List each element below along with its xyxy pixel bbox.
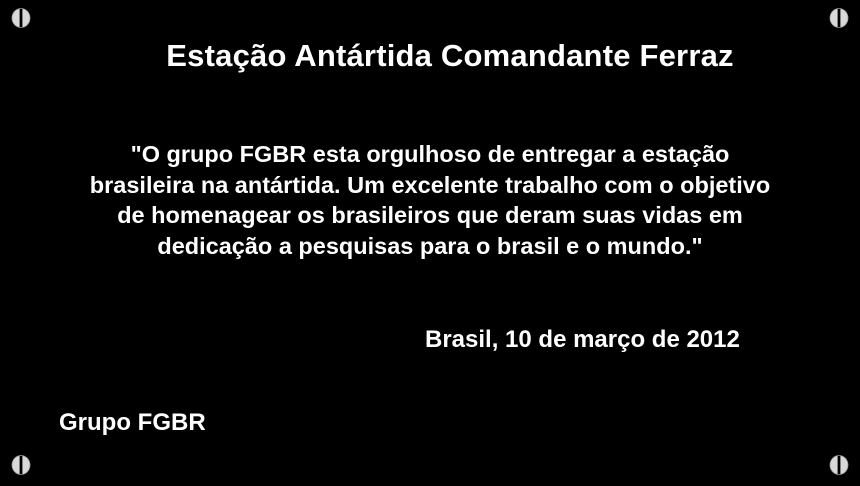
screw-icon [11, 8, 31, 28]
date-line: Brasil, 10 de março de 2012 [425, 326, 740, 353]
signature: Grupo FGBR [59, 409, 206, 436]
screw-icon [829, 8, 849, 28]
quote-text [0, 139, 860, 261]
quote-line: dedicação a pesquisas para o brasil e o mundo." [157, 232, 703, 259]
quote-line: "O grupo FGBR esta orgulhoso de entregar a estação [130, 141, 730, 167]
quote-line: de homenagear os brasileiros que deram suas vidas em [117, 202, 743, 228]
quote-line: brasileira na antártida. Um excelente trabalho com o objetivo [89, 171, 771, 198]
screw-icon [829, 455, 849, 475]
plaque-title: Estação Antártida Comandante Ferraz [166, 38, 734, 73]
screw-icon [11, 455, 31, 475]
